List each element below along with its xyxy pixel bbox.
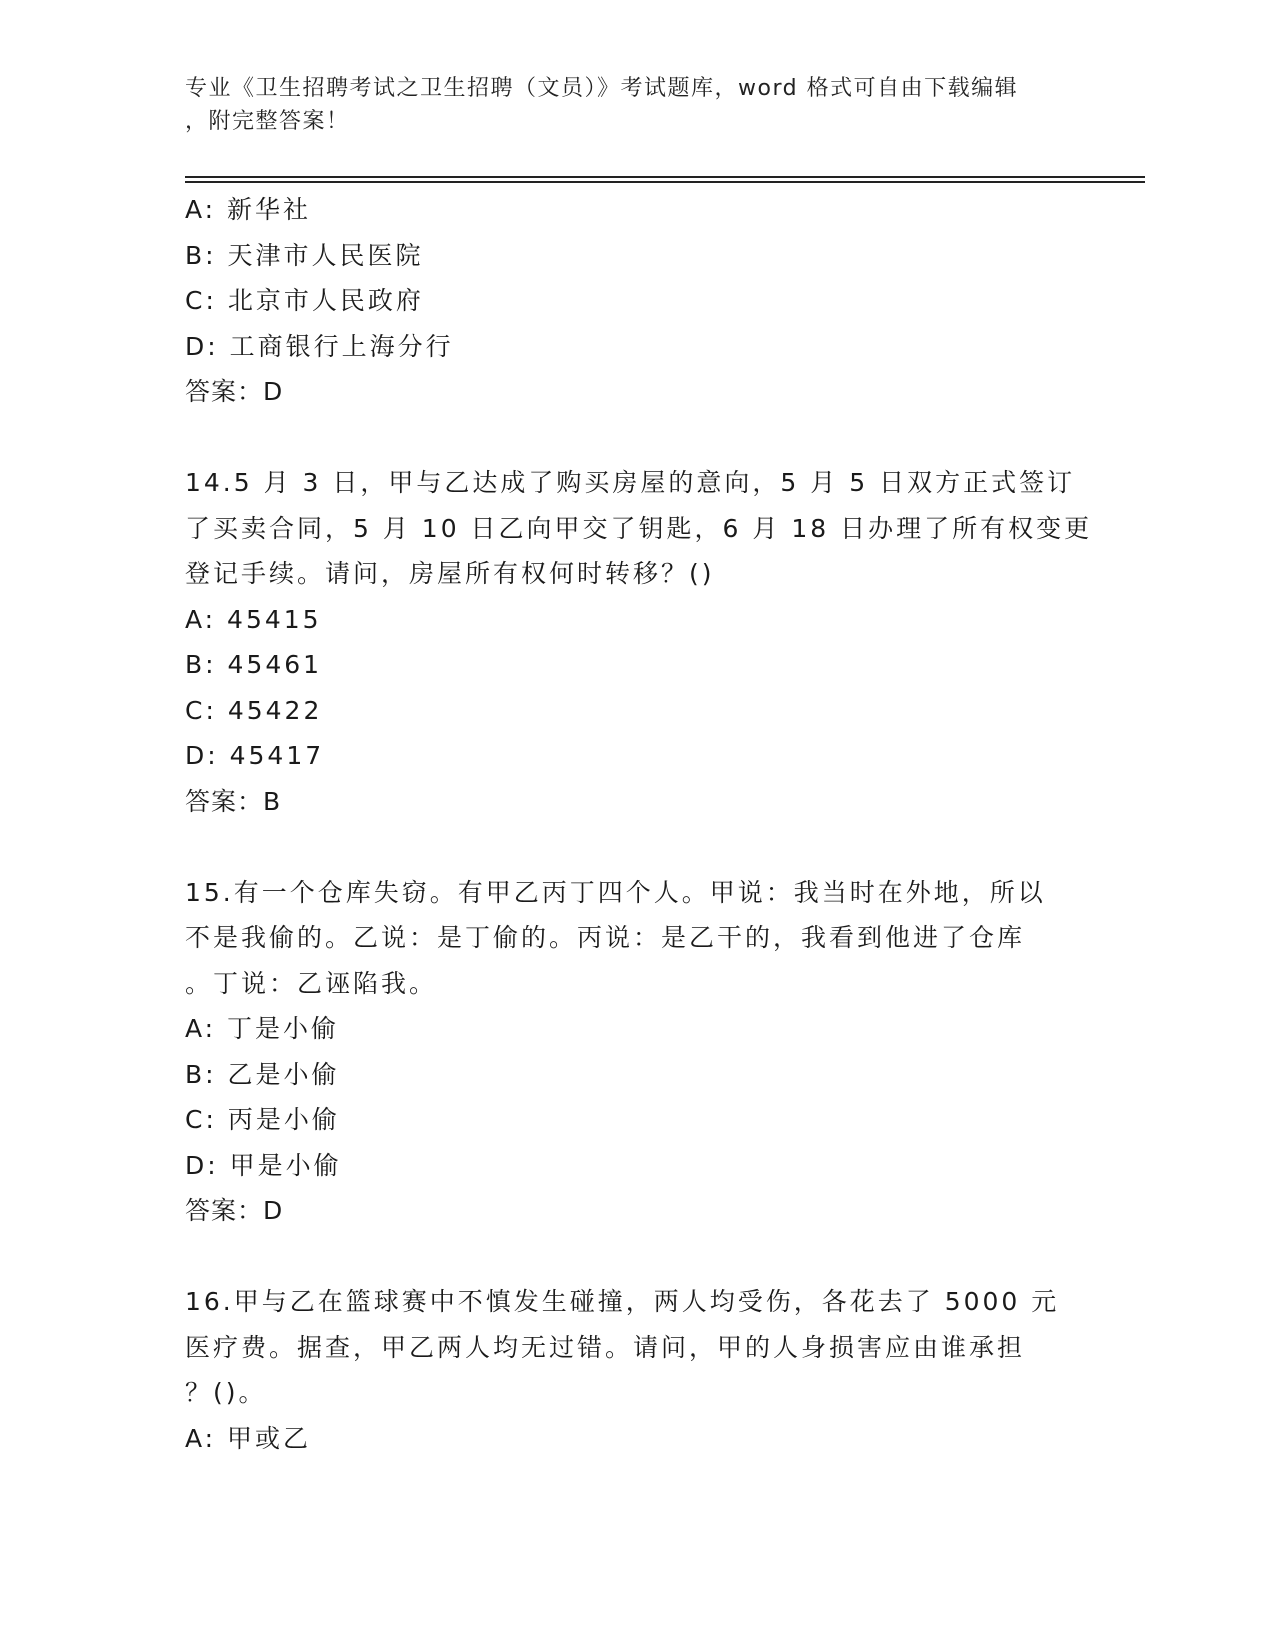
question-text-line: ？()。 [185,1378,267,1407]
option-d: D: 45417 [185,741,325,770]
option-b: B: 天津市人民医院 [185,240,424,270]
question-14 [185,460,1093,824]
question-text-line: 了买卖合同，5 月 10 日乙向甲交了钥匙，6 月 18 日办理了所有权变更 [185,513,1093,543]
question-text-line: 14.5 月 3 日，甲与乙达成了购买房屋的意向，5 月 5 日双方正式签订 [185,468,1076,497]
question-text-line: 不是我偷的。乙说：是丁偷的。丙说：是乙干的，我看到他进了仓库 [185,923,1026,952]
header-line-1: 专业《卫生招聘考试之卫生招聘（文员）》考试题库，word 格式可自由下载编辑 [185,76,1019,101]
spacer [185,1234,1075,1280]
option-c: C: 丙是小偷 [185,1105,340,1134]
option-c: C: 北京市人民政府 [185,286,424,315]
option-d: D: 工商银行上海分行 [185,331,454,361]
header-rule-bottom [185,181,1145,183]
answer-line: 答案：D [185,377,284,406]
question-16 [185,1279,1075,1461]
header-line-2: ，附完整答案！ [185,109,350,134]
option-a: A: 甲或乙 [185,1423,312,1453]
answer-line: 答案：D [185,1196,284,1225]
option-b: B: 乙是小偷 [185,1059,340,1089]
header-rule-top [185,176,1145,178]
question-text-line: 医疗费。据查，甲乙两人均无过错。请问，甲的人身损害应由谁承担 [185,1332,1026,1362]
question-text-line: 。丁说：乙诬陷我。 [185,968,438,998]
option-b: B: 45461 [185,650,323,679]
option-d: D: 甲是小偷 [185,1150,342,1180]
question-text-line: 16.甲与乙在篮球赛中不慎发生碰撞，两人均受伤，各花去了 5000 元 [185,1287,1060,1316]
question-list [185,187,1093,1461]
question-text-line: 登记手续。请问，房屋所有权何时转移？() [185,559,715,588]
spacer [185,415,1075,461]
document-header [185,72,1065,138]
question-15 [185,870,1075,1234]
question-text-line: 15.有一个仓库失窃。有甲乙丙丁四个人。甲说：我当时在外地，所以 [185,877,1046,907]
answer-line: 答案：B [185,786,282,816]
option-a: A: 45415 [185,604,322,634]
option-a: A: 丁是小偷 [185,1014,340,1043]
option-c: C: 45422 [185,695,323,725]
option-a: A: 新华社 [185,195,312,224]
question-13 [185,187,1075,415]
spacer [185,824,1075,870]
